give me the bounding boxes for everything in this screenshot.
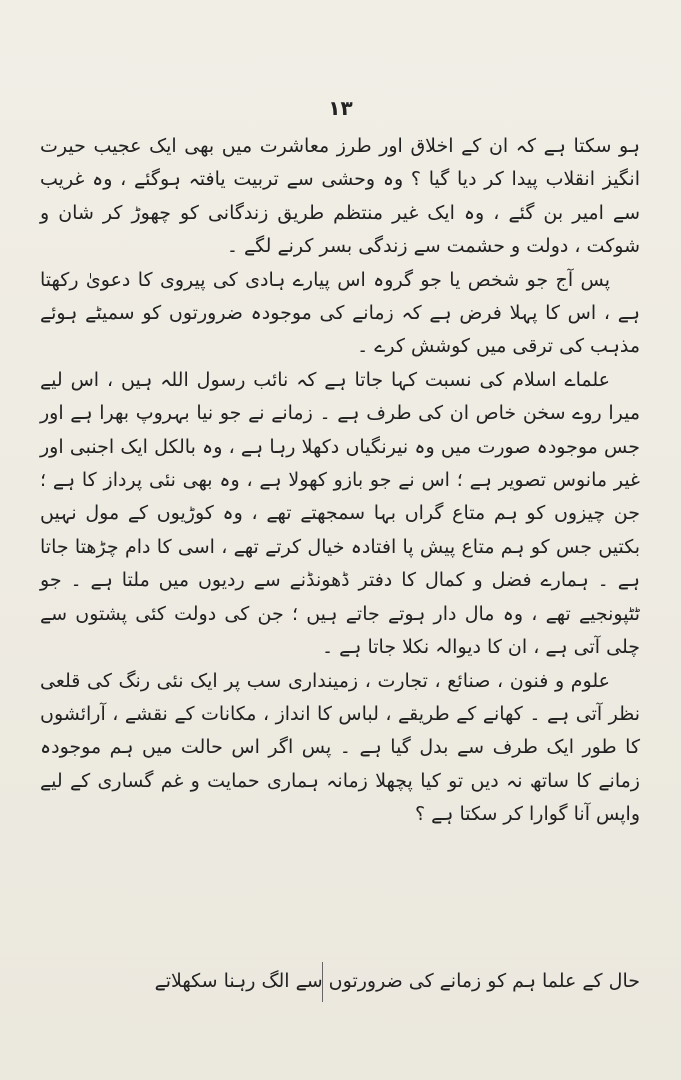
- paragraph-2: پس آج جو شخص یا جو گروہ اس پیارے ہادی کی پیروی کا دعویٰ رکھتا ہے ، اس کا پہلا فرض ہے کہ زمانے کی موجودہ ضرورتوں کو سمیٹے ہوئے مذہب کی ترقی میں کوشش کرے ۔: [40, 268, 640, 358]
- paragraph-4: علوم و فنون ، صنائع ، تجارت ، زمینداری سب پر ایک نئی رنگ کی قلعی نظر آتی ہے ۔ کھانے کے طریقے ، لباس کا انداز ، مکانات کے نقشے ، آرائشوں کا طور ایک طرف سے بدل گیا ہے ۔ پس اگر اس حالت میں ہم موجودہ زمانے کا ساتھ نہ دیں تو کیا پچھلا زمانہ ہماری حمایت و غم گساری کے لیے واپس آنا گوارا کر سکتا ہے ؟: [40, 669, 640, 826]
- page-number: ۱۳: [328, 96, 353, 120]
- body-text: [40, 130, 640, 832]
- paragraph-3: علماے اسلام کی نسبت کہا جاتا ہے کہ نائب رسول اللہ ہیں ، اس لیے میرا روے سخن خاص ان کی طرف ہے ۔ زمانے نے جو نیا بہروپ بھرا ہے اور جس موجودہ صورت میں وہ نیرنگیاں دکھلا رہا ہے ، وہ بالکل ایک اجنبی اور غیر مانوس تصویر ہے ؛ اس نے جو بازو کھولا ہے ، وہ بھی نئی پرداز کا ہے ؛ جن چیزوں کو ہم متاع گراں بہا سمجھتے تھے ، وہ کوڑیوں کے مول نہیں بکتیں جس کو ہم متاع پیش پا افتادہ خیال کرتے تھے ، اسی کا دام چڑھتا جاتا ہے ۔ ہمارے فضل و کمال کا دفتر ڈھونڈنے سے ردیوں میں ملتا ہے ۔ جو ٹٹپونجیے تھے ، وہ مال دار ہوتے جاتے ہیں ؛ جن کی دولت کئی پشتوں سے چلی آتی ہے ، ان کا دیوالہ نکلا جاتا ہے ۔: [40, 368, 640, 659]
- paragraph-1: ہو سکتا ہے کہ ان کے اخلاق اور طرز معاشرت میں بھی ایک عجیب حیرت انگیز انقلاب پیدا کر دیا گیا ؟ وہ وحشی سے تربیت یافتہ ہوگئے ، وہ غریب سے امیر بن گئے ، وہ ایک غیر منتظم طریق زندگانی کو چھوڑ کر شان و شوکت ، دولت و حشمت سے زندگی بسر کرنے لگے ۔: [40, 135, 640, 258]
- paragraph-5-start: حال کے علما ہم کو زمانے کی ضرورتوں سے الگ رہنا سکھلاتے: [154, 970, 640, 992]
